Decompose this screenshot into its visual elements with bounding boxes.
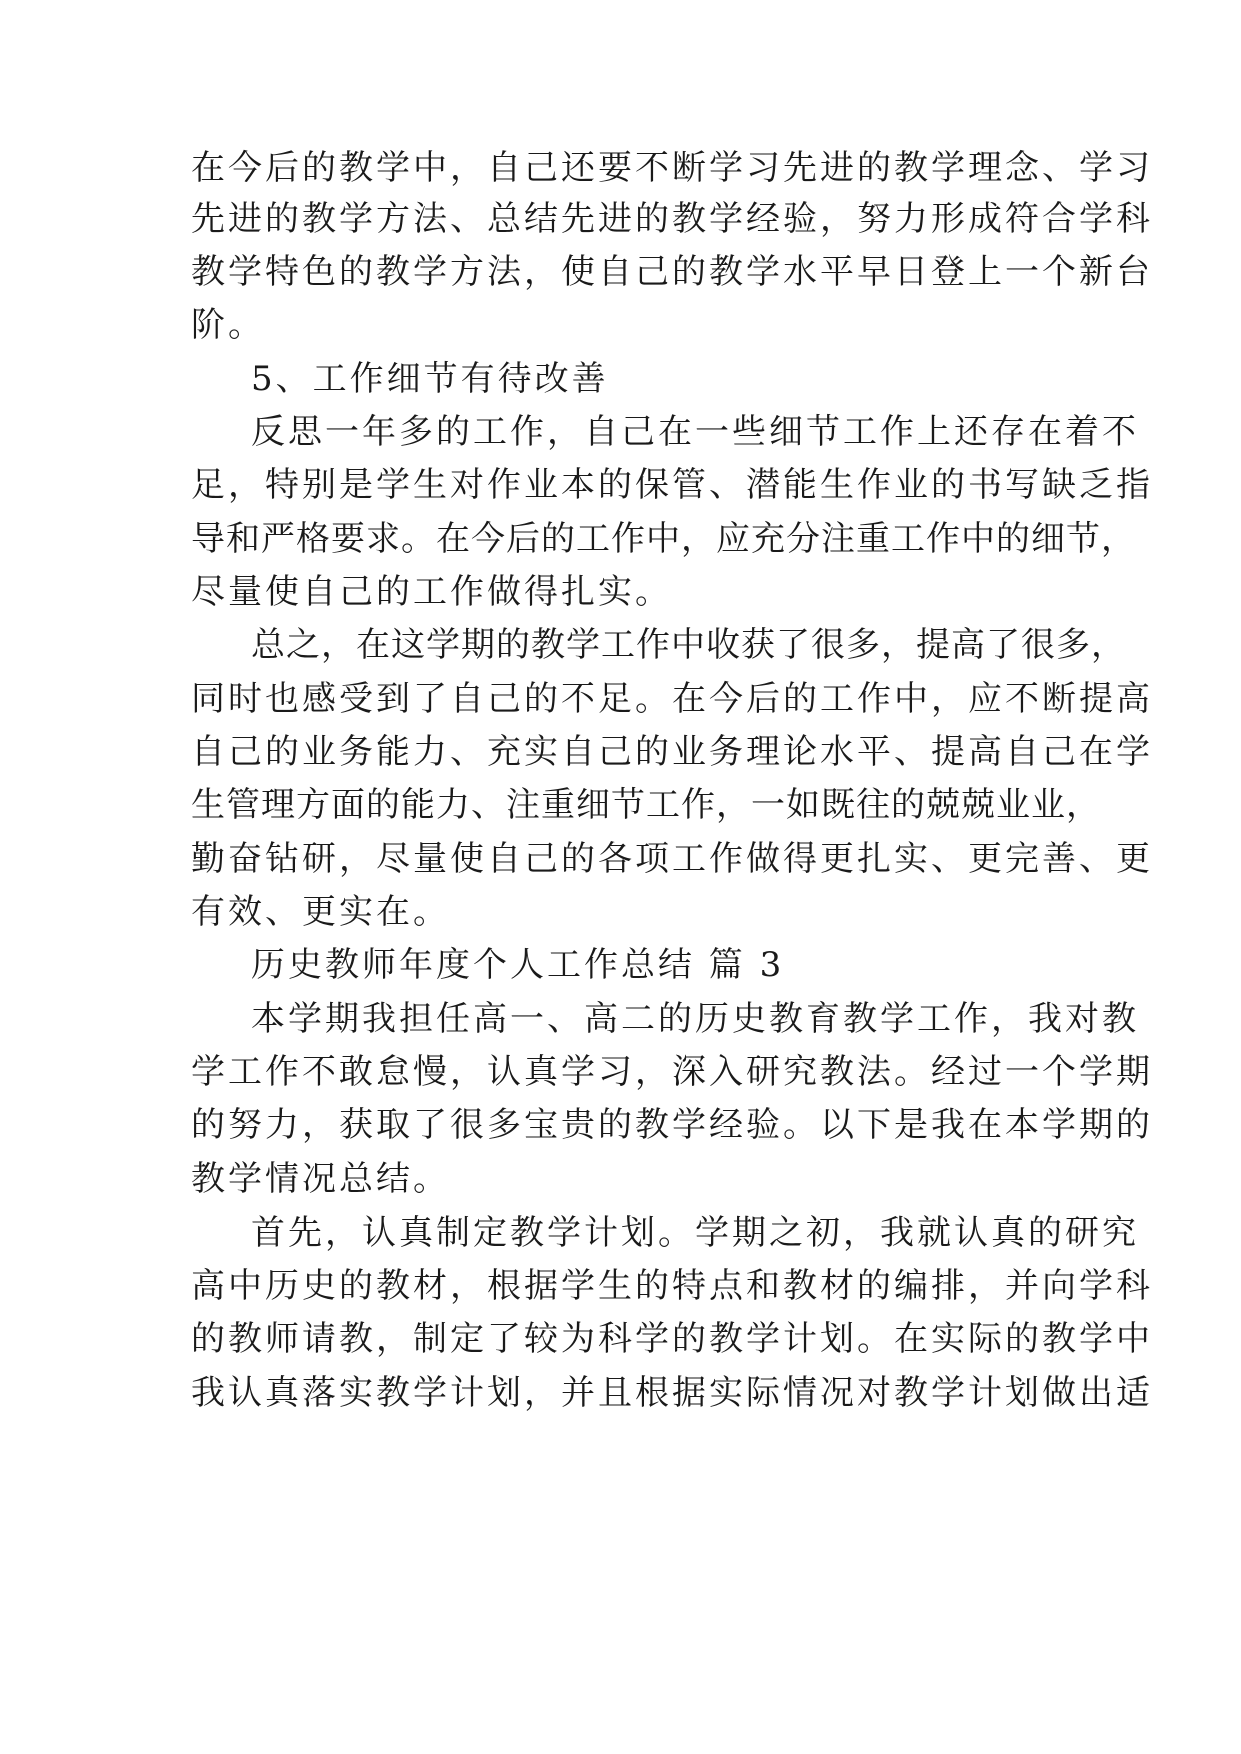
body-text-line: 高中历史的教材，根据学生的特点和教材的编排，并向学科 — [191, 1266, 1153, 1306]
body-text-line: 勤奋钻研，尽量使自己的各项工作做得更扎实、更完善、更 — [191, 839, 1153, 879]
body-text-line: 在今后的教学中，自己还要不断学习先进的教学理念、学习 — [191, 148, 1153, 188]
body-text-line: 同时也感受到了自己的不足。在今后的工作中，应不断提高 — [191, 679, 1153, 719]
body-text-line: 总之，在这学期的教学工作中收获了很多，提高了很多， — [251, 625, 1126, 665]
body-text-line: 阶。 — [191, 305, 265, 345]
body-text-line: 自己的业务能力、充实自己的业务理论水平、提高自己在学 — [191, 732, 1153, 772]
body-text-line: 首先，认真制定教学计划。学期之初，我就认真的研究 — [251, 1213, 1139, 1253]
body-text-line: 我认真落实教学计划，并且根据实际情况对教学计划做出适 — [191, 1373, 1153, 1413]
body-text-line: 尽量使自己的工作做得扎实。 — [191, 572, 672, 612]
body-text-line: 先进的教学方法、总结先进的教学经验，努力形成符合学科 — [191, 199, 1153, 239]
body-text-line: 导和严格要求。在今后的工作中，应充分注重工作中的细节， — [191, 519, 1136, 559]
body-text-line: 生管理方面的能力、注重细节工作，一如既往的兢兢业业， — [191, 785, 1101, 825]
body-text-line: 的努力，获取了很多宝贵的教学经验。以下是我在本学期的 — [191, 1105, 1153, 1145]
body-text-line: 教学特色的教学方法，使自己的教学水平早日登上一个新台 — [191, 252, 1153, 292]
body-text-line: 反思一年多的工作，自己在一些细节工作上还存在着不 — [251, 412, 1139, 452]
body-text-line: 教学情况总结。 — [191, 1159, 450, 1199]
body-text-line: 的教师请教，制定了较为科学的教学计划。在实际的教学中 — [191, 1319, 1153, 1359]
section-heading: 历史教师年度个人工作总结 篇 3 — [251, 945, 785, 985]
body-text-line: 足，特别是学生对作业本的保管、潜能生作业的书写缺乏指 — [191, 465, 1153, 505]
body-text-line: 有效、更实在。 — [191, 892, 450, 932]
section-heading: 5、工作细节有待改善 — [251, 359, 609, 399]
body-text-line: 学工作不敢怠慢，认真学习，深入研究教法。经过一个学期 — [191, 1052, 1153, 1092]
body-text-line: 本学期我担任高一、高二的历史教育教学工作，我对教 — [251, 999, 1139, 1039]
